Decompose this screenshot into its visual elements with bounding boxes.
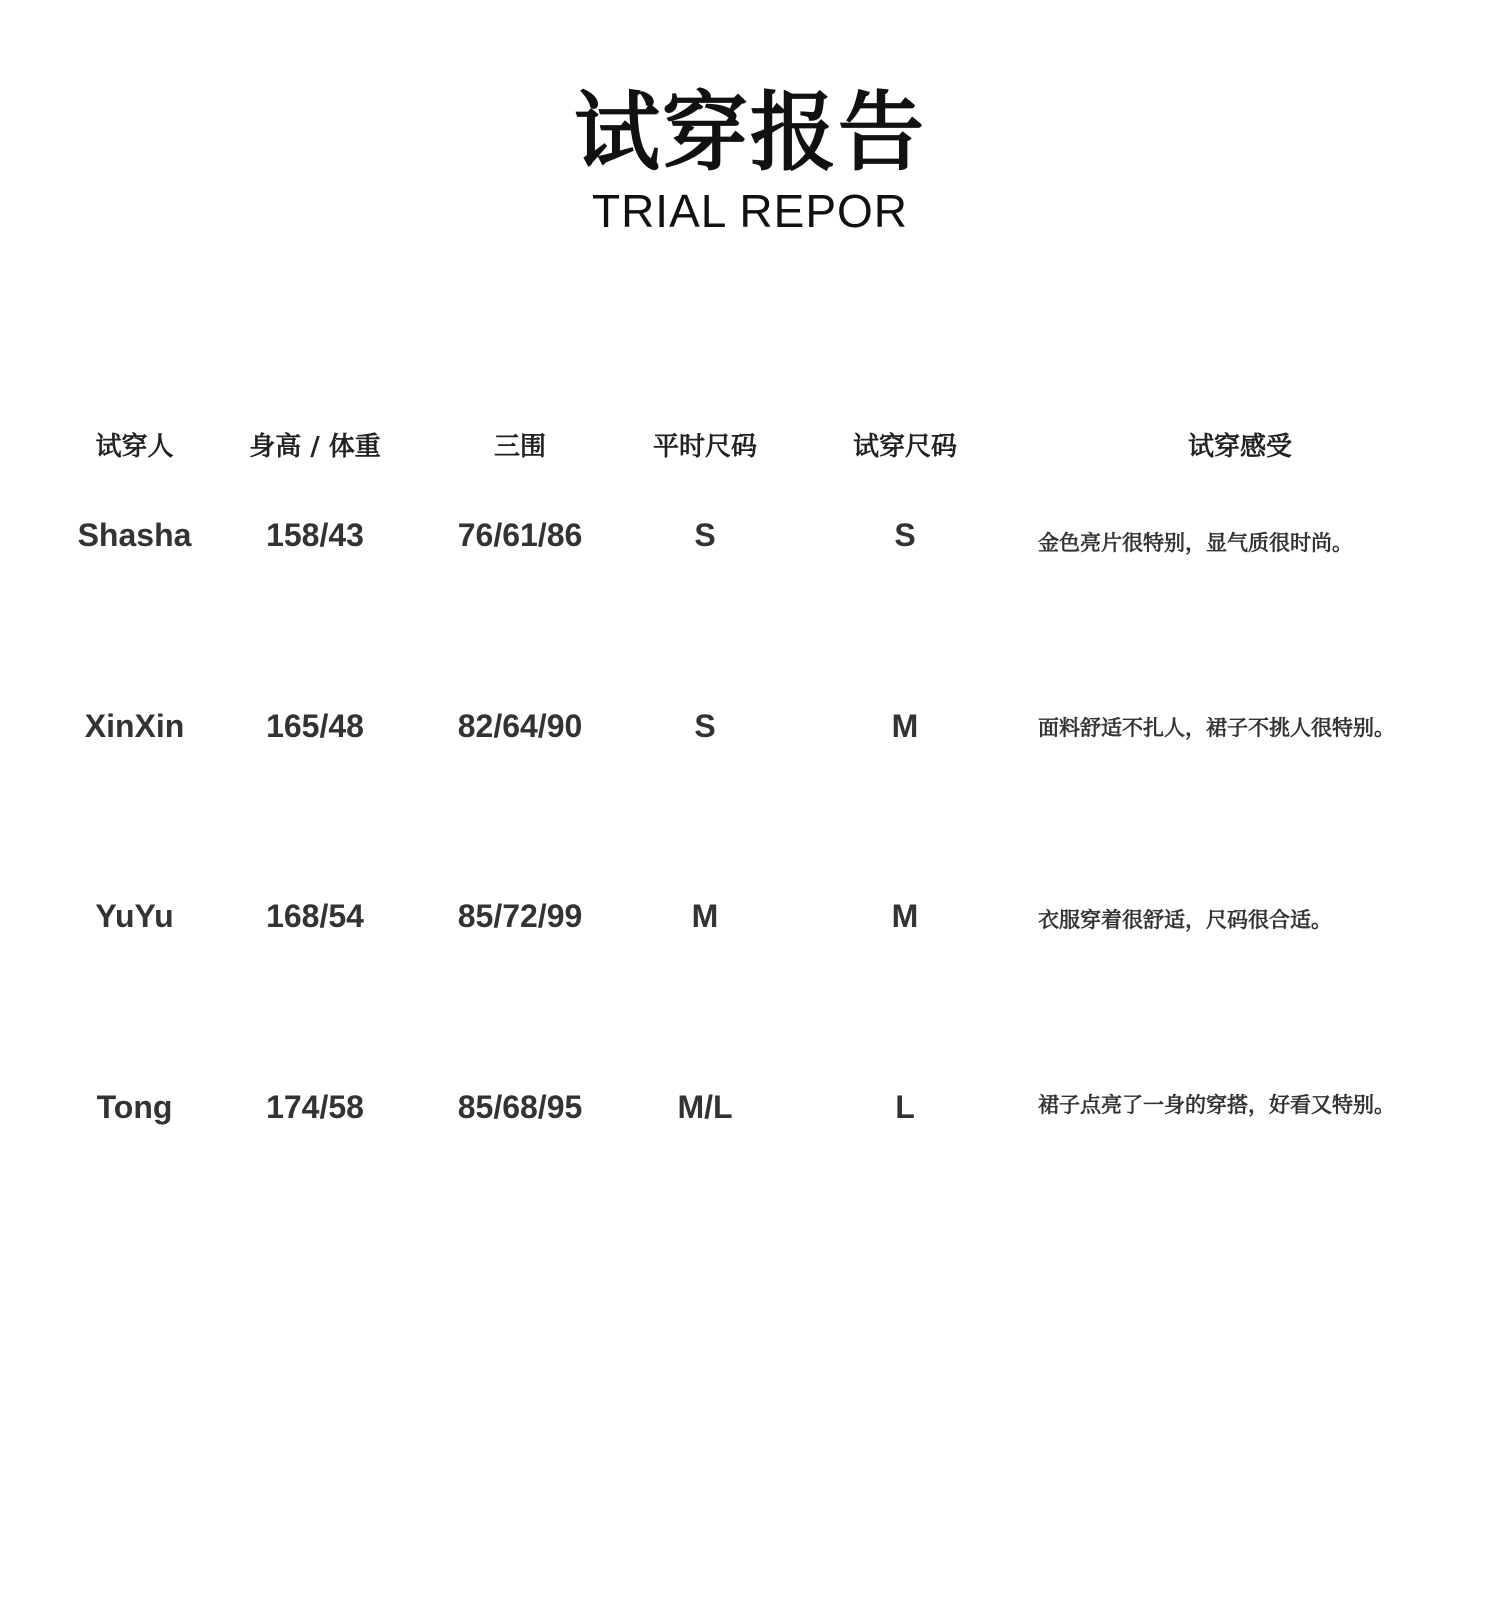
measurements: 82/64/90	[457, 708, 583, 744]
height-weight: 174/58	[266, 1089, 364, 1125]
trial-size: S	[894, 517, 916, 553]
tester-name: YuYu	[95, 898, 174, 934]
header-measurements: 三围	[493, 432, 546, 462]
usual-size: M/L	[677, 1089, 733, 1125]
tester-name: Shasha	[77, 517, 192, 553]
trial-size: M	[891, 708, 919, 744]
measurements: 85/72/99	[457, 898, 583, 934]
report-header	[0, 85, 1500, 237]
header-usual-size: 平时尺码	[652, 432, 757, 462]
tester-name: Tong	[96, 1089, 173, 1125]
tester-name: XinXin	[84, 708, 185, 744]
header-trial-size: 试穿尺码	[852, 432, 957, 462]
measurements: 76/61/86	[457, 517, 583, 553]
page-subtitle: TRIAL REPOR	[591, 185, 909, 237]
usual-size: S	[694, 517, 716, 553]
trial-size: L	[895, 1089, 915, 1125]
feedback-text: 面料舒适不扎人，裙子不挑人很特别。	[1038, 716, 1395, 740]
usual-size: S	[694, 708, 716, 744]
header-height-weight: 身高 / 体重	[249, 432, 381, 462]
height-weight: 168/54	[266, 898, 364, 934]
measurements: 85/68/95	[457, 1089, 583, 1125]
height-weight: 158/43	[266, 517, 364, 553]
feedback-text: 金色亮片很特别，显气质很时尚。	[1038, 531, 1353, 555]
header-feedback: 试穿感受	[1187, 432, 1292, 462]
usual-size: M	[691, 898, 719, 934]
feedback-text: 衣服穿着很舒适，尺码很合适。	[1038, 908, 1332, 932]
feedback-text: 裙子点亮了一身的穿搭，好看又特别。	[1038, 1093, 1395, 1117]
trial-size: M	[891, 898, 919, 934]
height-weight: 165/48	[266, 708, 364, 744]
page-title: 试穿报告	[574, 83, 926, 183]
header-tester: 试穿人	[95, 432, 174, 462]
